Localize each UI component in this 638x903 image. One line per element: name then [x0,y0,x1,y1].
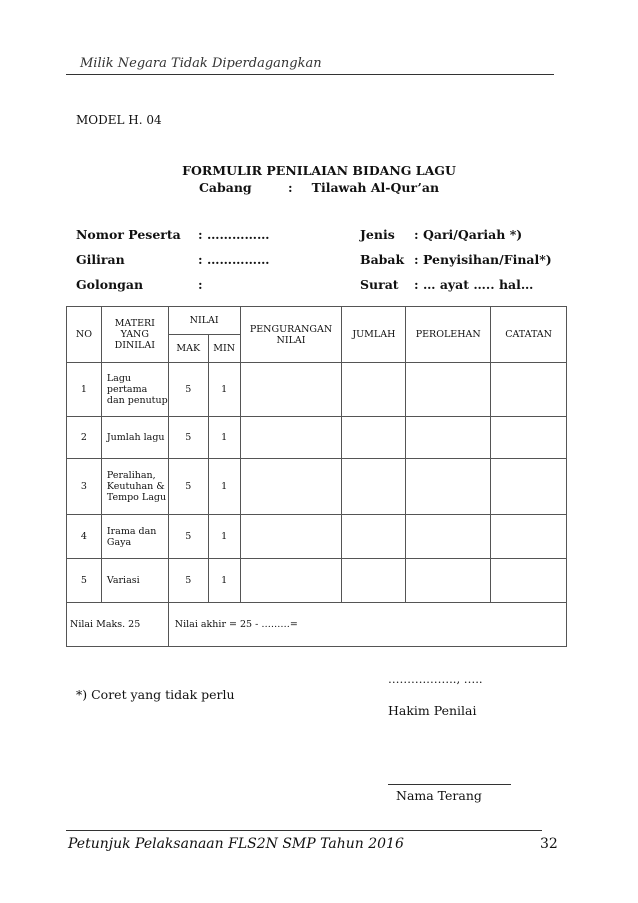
header-nilai: NILAI [168,307,240,335]
row-mak: 5 [168,363,208,417]
row-materi: Irama dan Gaya [101,515,168,559]
surat-label: Surat [360,277,399,292]
header-pengurangan: PENGURANGAN NILAI [240,307,342,363]
cabang-value: Tilawah Al-Qur’an [311,180,440,195]
form-subtitle [0,180,638,195]
row-min: 1 [208,559,240,603]
row-min: 1 [208,363,240,417]
header-no: NO [67,307,102,363]
nama-terang: Nama Terang [396,788,482,803]
header-jumlah: JUMLAH [342,307,406,363]
header-perolehan: PEROLEHAN [406,307,491,363]
row-perolehan-cell [406,363,491,417]
row-jumlah-cell [342,417,406,459]
cabang-sep: : [287,180,293,195]
giliran-value: : …………… [198,252,270,267]
table-row [67,515,567,559]
row-pengurangan-cell [240,417,342,459]
row-pengurangan-cell [240,363,342,417]
page-number: 32 [540,836,558,852]
table-footer-row [67,603,567,647]
header-min: MIN [208,335,240,363]
row-no: 5 [67,559,102,603]
jenis-label: Jenis [360,227,395,242]
model-code: MODEL H. 04 [76,113,162,127]
row-mak: 5 [168,417,208,459]
footer-rule [66,830,542,831]
row-jumlah-cell [342,559,406,603]
table-row [67,459,567,515]
row-no: 1 [67,363,102,417]
row-no: 2 [67,417,102,459]
row-jumlah-cell [342,459,406,515]
header-catatan: CATATAN [491,307,567,363]
date-line: ……….…….., ….. [388,672,483,686]
row-perolehan-cell [406,459,491,515]
giliran-label: Giliran [76,252,125,267]
hakim-penilai: Hakim Penilai [388,703,477,718]
row-no: 3 [67,459,102,515]
header-materi: MATERI YANG DINILAI [101,307,168,363]
row-pengurangan-cell [240,459,342,515]
row-perolehan-cell [406,515,491,559]
page-header: Milik Negara Tidak Diperdagangkan [80,56,322,71]
surat-value: : … ayat ….. hal… [414,277,534,292]
row-materi: Variasi [101,559,168,603]
row-pengurangan-cell [240,559,342,603]
footer-text: Petunjuk Pelaksanaan FLS2N SMP Tahun 2016 [68,836,404,852]
row-perolehan-cell [406,559,491,603]
row-no: 4 [67,515,102,559]
row-pengurangan-cell [240,515,342,559]
coret-note: *) Coret yang tidak perlu [76,687,235,702]
row-catatan-cell [491,459,567,515]
header-rule [66,74,554,75]
row-materi: Peralihan, Keutuhan & Tempo Lagu [101,459,168,515]
golongan-label: Golongan [76,277,144,292]
row-perolehan-cell [406,417,491,459]
table-row [67,417,567,459]
table-row [67,363,567,417]
header-mak: MAK [168,335,208,363]
babak-label: Babak [360,252,405,267]
row-min: 1 [208,459,240,515]
babak-value: : Penyisihan/Final*) [414,252,552,267]
cabang-label: Cabang [198,180,252,195]
row-mak: 5 [168,559,208,603]
row-jumlah-cell [342,363,406,417]
golongan-value: : [198,277,203,292]
signature-line [388,784,511,785]
row-catatan-cell [491,417,567,459]
nomor-value: : …………… [198,227,270,242]
row-catatan-cell [491,559,567,603]
nilai-maks: Nilai Maks. 25 [67,603,169,647]
row-materi: Lagu pertama dan penutup [101,363,168,417]
row-min: 1 [208,417,240,459]
nilai-akhir: Nilai akhir = 25 - ………= [168,603,566,647]
table-row [67,559,567,603]
row-materi: Jumlah lagu [101,417,168,459]
row-min: 1 [208,515,240,559]
scoring-table [66,306,567,647]
form-title: FORMULIR PENILAIAN BIDANG LAGU [182,163,456,178]
jenis-value: : Qari/Qariah *) [414,227,523,242]
row-catatan-cell [491,515,567,559]
row-mak: 5 [168,459,208,515]
nomor-label: Nomor Peserta [76,227,181,242]
row-mak: 5 [168,515,208,559]
row-catatan-cell [491,363,567,417]
row-jumlah-cell [342,515,406,559]
